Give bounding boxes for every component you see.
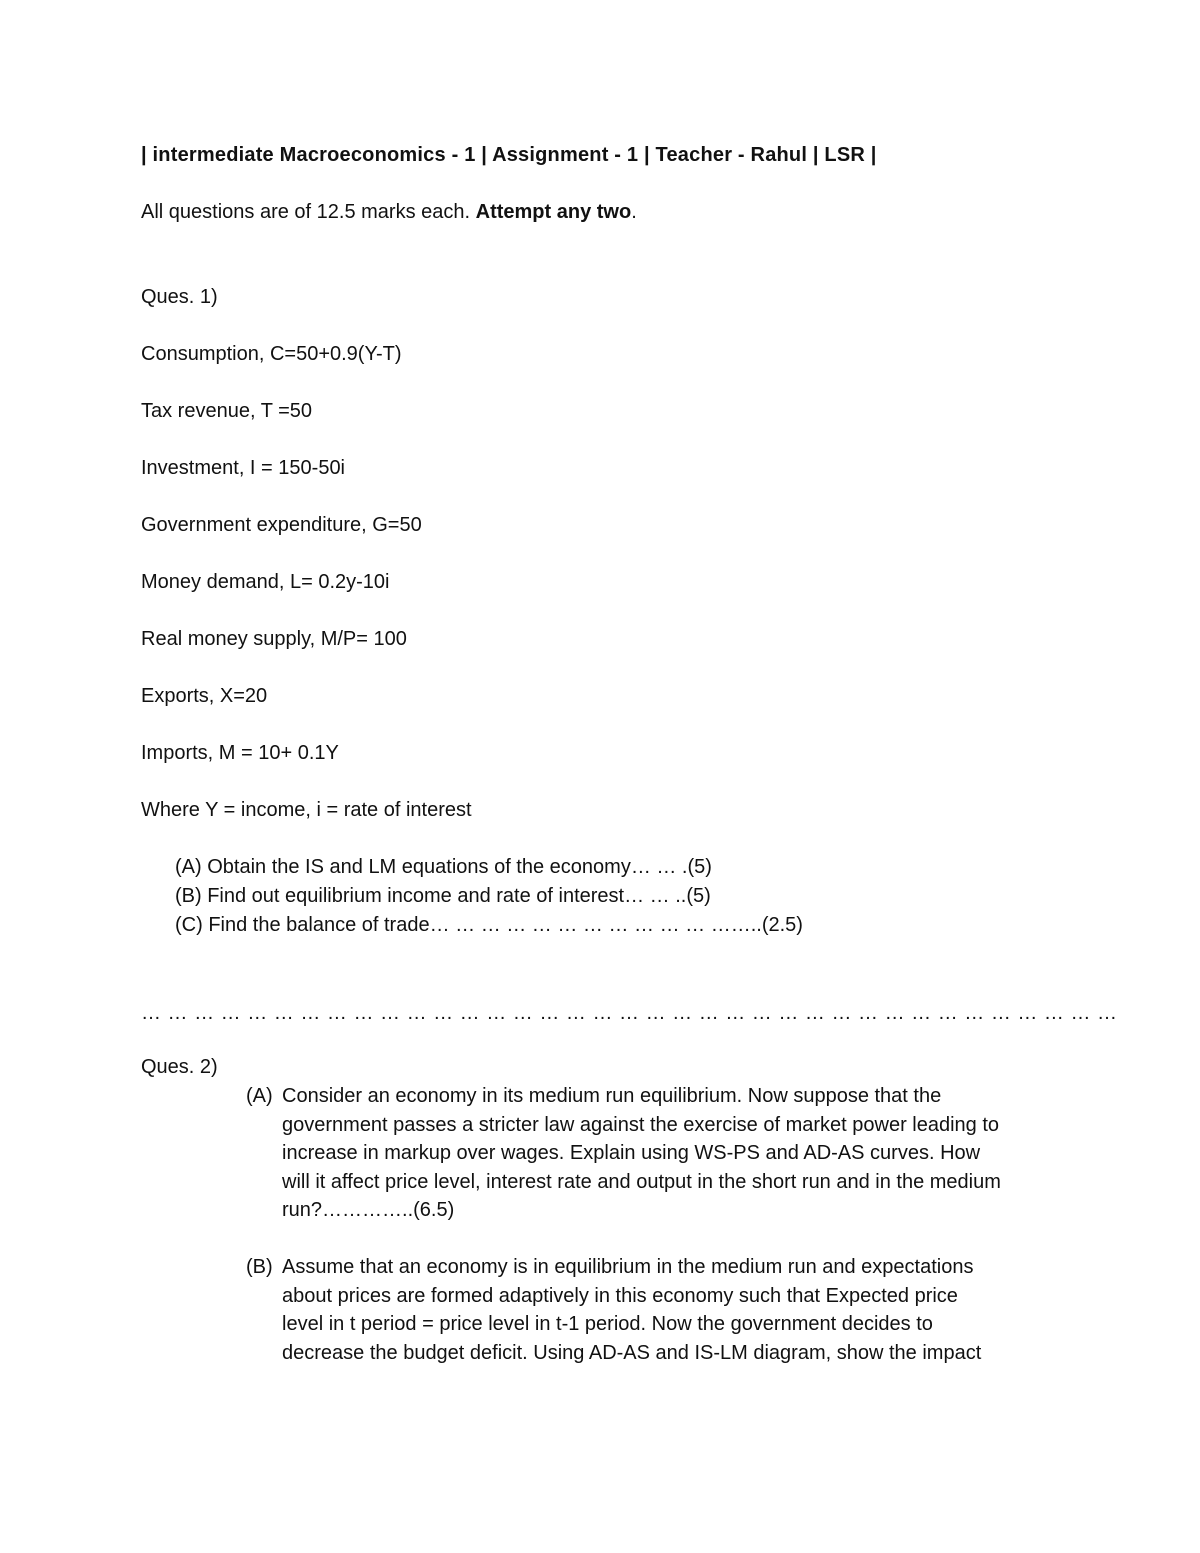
given-line: Where Y = income, i = rate of interest bbox=[141, 799, 472, 821]
question-2-part-a-line: increase in markup over wages. Explain using WS-PS and AD-AS curves. How bbox=[282, 1142, 981, 1164]
given-line: Investment, I = 150-50i bbox=[141, 457, 346, 479]
question-2-part-b-line: decrease the budget deficit. Using AD-AS and IS-LM diagram, show the impact bbox=[282, 1342, 982, 1364]
given-line: Tax revenue, T =50 bbox=[141, 400, 313, 422]
question-2-part-a-label: (A) bbox=[246, 1085, 273, 1107]
question-1-part-c: (C) Find the balance of trade… … … … … … … … … … … ……..(2.5) bbox=[175, 914, 803, 936]
given-line: Money demand, L= 0.2y-10i bbox=[141, 571, 390, 593]
instructions-text: All questions are of 12.5 marks each. bbox=[141, 201, 476, 223]
question-2-heading: Ques. 2) bbox=[141, 1056, 218, 1078]
question-1-heading: Ques. 1) bbox=[141, 286, 218, 308]
question-2-part-a-line: government passes a stricter law against the exercise of market power leading to bbox=[282, 1114, 1000, 1136]
question-2-part-b-line: about prices are formed adaptively in this economy such that Expected price bbox=[282, 1285, 958, 1307]
given-line: Real money supply, M/P= 100 bbox=[141, 628, 407, 650]
question-2-part-a-line: run?…………..(6.5) bbox=[282, 1199, 455, 1221]
question-2-part-a-line: Consider an economy in its medium run equilibrium. Now suppose that the bbox=[282, 1085, 942, 1107]
page-title: | intermediate Macroeconomics - 1 | Assignment - 1 | Teacher - Rahul | LSR | bbox=[141, 144, 877, 166]
question-1-part-a: (A) Obtain the IS and LM equations of the economy… … .(5) bbox=[175, 856, 712, 878]
given-line: Imports, M = 10+ 0.1Y bbox=[141, 742, 339, 764]
question-2-part-a-line: will it affect price level, interest rate and output in the short run and in the medium bbox=[282, 1171, 1001, 1193]
given-line: Government expenditure, G=50 bbox=[141, 514, 422, 536]
instructions-end: . bbox=[631, 201, 637, 223]
given-line: Exports, X=20 bbox=[141, 685, 268, 707]
question-1-part-b: (B) Find out equilibrium income and rate of interest… … ..(5) bbox=[175, 885, 711, 907]
question-2-part-b-line: level in t period = price level in t-1 period. Now the government decides to bbox=[282, 1313, 933, 1335]
question-2-part-b-label: (B) bbox=[246, 1256, 273, 1278]
instructions bbox=[141, 200, 637, 224]
question-2-part-b-line: Assume that an economy is in equilibrium in the medium run and expectations bbox=[282, 1256, 974, 1278]
section-separator: … … … … … … … … … … … … … … … … … … … … … … … … … … … … … … … … … … … … … bbox=[141, 1002, 1118, 1024]
given-line: Consumption, C=50+0.9(Y-T) bbox=[141, 343, 402, 365]
instructions-emphasis: Attempt any two bbox=[475, 201, 632, 223]
